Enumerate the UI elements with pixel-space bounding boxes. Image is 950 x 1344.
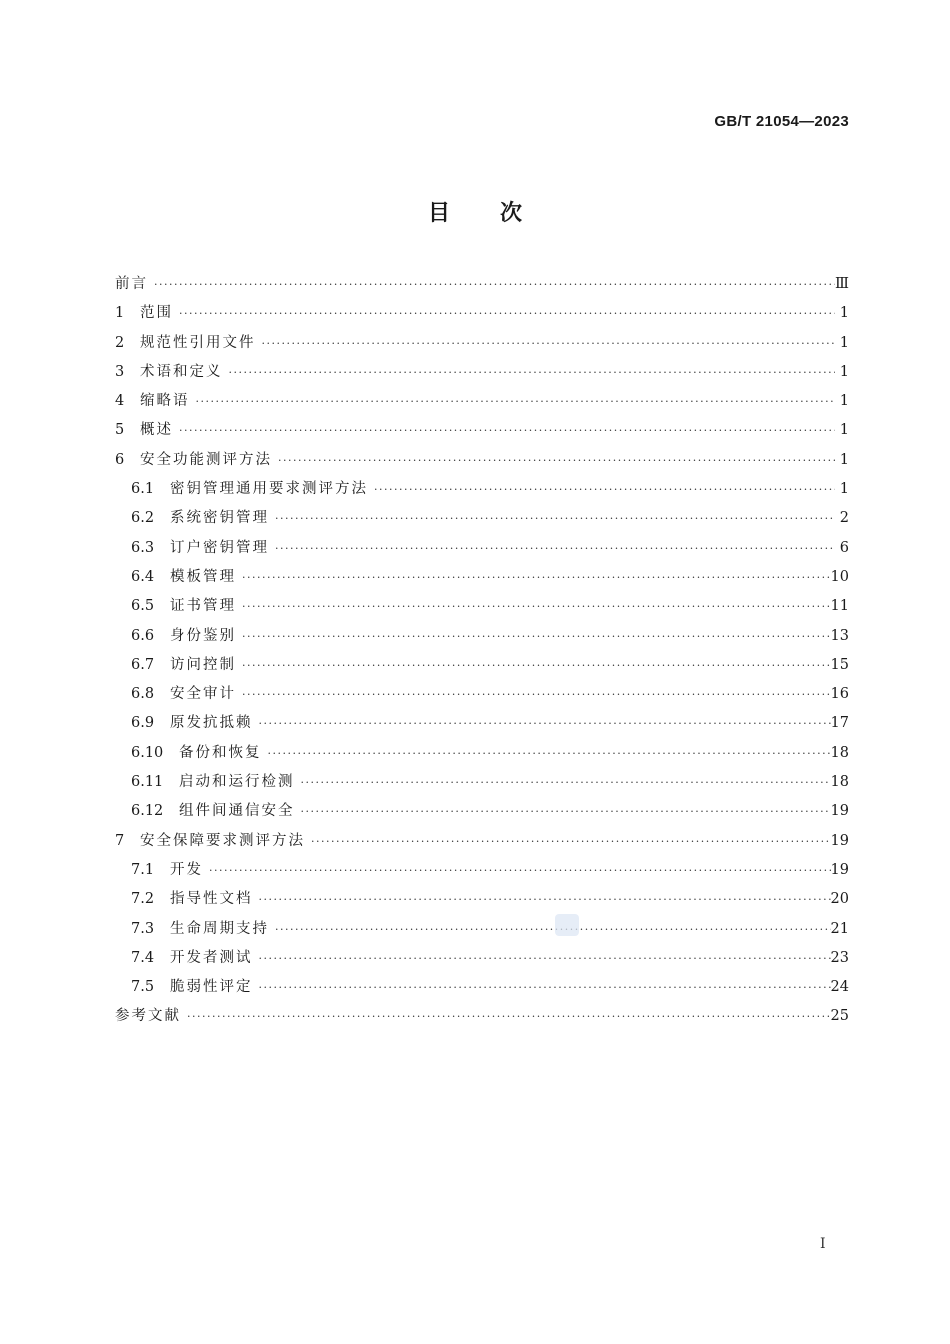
toc-entry-page: 1 (839, 334, 849, 351)
toc-leader-dots (177, 299, 835, 328)
toc-entry-label: 备份和恢复 (179, 744, 262, 761)
toc-entry-page: 2 (839, 510, 849, 527)
toc-leader-dots (240, 680, 831, 709)
toc-entry-number: 6.12 (131, 803, 164, 820)
toc-entry[interactable] (115, 797, 849, 826)
toc-entry[interactable] (115, 416, 849, 445)
toc-entry-number: 6.8 (131, 686, 155, 703)
toc-entry[interactable] (115, 534, 849, 563)
toc-leader-dots (273, 534, 835, 563)
toc-entry-number: 7 (115, 832, 125, 849)
toc-entry-page: 1 (839, 481, 849, 498)
toc-leader-dots (185, 1002, 831, 1031)
toc-leader-dots (194, 387, 836, 416)
toc-entry-page: 1 (839, 422, 849, 439)
toc-entry-page: 24 (830, 979, 849, 996)
toc-leader-dots (177, 416, 835, 445)
toc-entry-label: 术语和定义 (140, 363, 223, 380)
toc-title-char-2: 次 (500, 201, 523, 226)
toc-entry-page: 1 (839, 393, 849, 410)
toc-entry-number: 7.3 (131, 920, 155, 937)
toc-entry[interactable] (115, 358, 849, 387)
toc-entry-number: 6.9 (131, 715, 155, 732)
toc-entry-label: 开发者测试 (170, 949, 253, 966)
toc-leader-dots (240, 622, 831, 651)
toc-leader-dots (257, 944, 831, 973)
toc-entry[interactable] (115, 944, 849, 973)
toc-entry-page: 1 (839, 363, 849, 380)
table-of-contents (115, 270, 849, 1032)
toc-entry-number: 6.4 (131, 568, 155, 585)
toc-entry-label: 安全审计 (170, 686, 236, 703)
toc-entry-number: 6.10 (131, 744, 164, 761)
toc-entry-label: 缩略语 (140, 393, 190, 410)
toc-entry-number: 2 (115, 334, 125, 351)
toc-entry[interactable] (115, 827, 849, 856)
toc-entry-label: 订户密钥管理 (170, 539, 269, 556)
toc-entry-label: 身份鉴别 (170, 627, 236, 644)
toc-entry-number: 7.5 (131, 979, 155, 996)
toc-entry-number: 6 (115, 451, 125, 468)
toc-leader-dots (240, 651, 831, 680)
toc-entry-label: 规范性引用文件 (140, 334, 256, 351)
toc-entry-number: 6.5 (131, 598, 155, 615)
footer-page-number: Ⅰ (820, 1236, 826, 1252)
toc-entry-page: 23 (830, 949, 849, 966)
toc-entry-page: Ⅲ (835, 276, 849, 292)
toc-leader-dots (227, 358, 836, 387)
toc-entry-page: 20 (830, 891, 849, 908)
toc-entry-label: 指导性文档 (170, 891, 253, 908)
toc-entry-page: 17 (830, 715, 849, 732)
toc-entry-page: 19 (830, 803, 849, 820)
toc-entry-label: 安全保障要求测评方法 (140, 832, 305, 849)
toc-entry-label: 开发 (170, 861, 203, 878)
toc-entry-label: 概述 (140, 422, 173, 439)
toc-leader-dots (276, 446, 835, 475)
toc-entry-number: 6.7 (131, 656, 155, 673)
toc-entry[interactable] (115, 592, 849, 621)
toc-leader-dots (273, 504, 835, 533)
toc-entry-page: 18 (830, 774, 849, 791)
toc-entry-number: 7.1 (131, 861, 155, 878)
toc-entry[interactable] (115, 387, 849, 416)
toc-entry-page: 18 (830, 744, 849, 761)
toc-entry-number: 1 (115, 305, 125, 322)
standard-code: GB/T 21054—2023 (714, 113, 849, 130)
toc-entry[interactable] (115, 915, 849, 944)
toc-entry[interactable] (115, 446, 849, 475)
toc-entry-label: 生命周期支持 (170, 920, 269, 937)
toc-entry-label: 密钥管理通用要求测评方法 (170, 481, 368, 498)
toc-entry[interactable] (115, 856, 849, 885)
toc-leader-dots (299, 797, 831, 826)
toc-leader-dots (257, 885, 831, 914)
toc-entry-label: 组件间通信安全 (179, 803, 295, 820)
toc-entry[interactable] (115, 299, 849, 328)
toc-entry-page: 10 (830, 568, 849, 585)
toc-entry-page: 13 (830, 627, 849, 644)
toc-leader-dots (260, 329, 836, 358)
toc-entry[interactable] (115, 885, 849, 914)
toc-title-char-1: 目 (427, 201, 450, 226)
toc-entry-page: 21 (830, 920, 849, 937)
toc-entry-label: 脆弱性评定 (170, 979, 253, 996)
toc-entry-page: 19 (830, 861, 849, 878)
toc-entry-page: 15 (830, 656, 849, 673)
toc-entry-number: 4 (115, 393, 125, 410)
toc-entry-number: 6.2 (131, 510, 155, 527)
toc-entry-page: 1 (839, 305, 849, 322)
toc-entry-label: 前言 (115, 276, 148, 292)
toc-entry-label: 模板管理 (170, 568, 236, 585)
toc-entry[interactable] (115, 475, 849, 504)
toc-entry[interactable] (115, 504, 849, 533)
toc-entry-number: 3 (115, 363, 125, 380)
toc-entry-page: 1 (839, 451, 849, 468)
toc-entry[interactable] (115, 329, 849, 358)
toc-leader-dots (257, 973, 831, 1002)
toc-entry-number: 7.4 (131, 949, 155, 966)
toc-entry-page: 19 (830, 832, 849, 849)
toc-entry-number: 6.11 (131, 774, 164, 791)
toc-entry[interactable] (115, 1002, 849, 1031)
toc-leader-dots (273, 915, 831, 944)
toc-leader-dots (152, 270, 835, 299)
toc-entry-page: 6 (839, 539, 849, 556)
toc-entry[interactable] (115, 651, 849, 680)
toc-entry-label: 安全功能测评方法 (140, 451, 272, 468)
toc-entry-label: 参考文献 (115, 1008, 181, 1025)
toc-entry-label: 启动和运行检测 (179, 774, 295, 791)
toc-entry-page: 11 (830, 598, 849, 615)
toc-leader-dots (240, 592, 831, 621)
toc-leader-dots (207, 856, 831, 885)
toc-leader-dots (372, 475, 835, 504)
toc-leader-dots (257, 709, 831, 738)
toc-entry[interactable] (115, 739, 849, 768)
toc-entry-label: 范围 (140, 305, 173, 322)
toc-entry-number: 6.6 (131, 627, 155, 644)
toc-entry[interactable] (115, 680, 849, 709)
toc-entry-number: 5 (115, 422, 125, 439)
toc-entry[interactable] (115, 270, 849, 299)
toc-entry-page: 25 (830, 1008, 849, 1025)
toc-entry[interactable] (115, 973, 849, 1002)
toc-entry-label: 证书管理 (170, 598, 236, 615)
toc-entry-number: 6.1 (131, 481, 155, 498)
toc-entry-label: 访问控制 (170, 656, 236, 673)
toc-title (0, 196, 950, 227)
toc-entry-label: 系统密钥管理 (170, 510, 269, 527)
toc-entry[interactable] (115, 563, 849, 592)
toc-entry[interactable] (115, 622, 849, 651)
toc-entry-label: 原发抗抵赖 (170, 715, 253, 732)
toc-entry-number: 7.2 (131, 891, 155, 908)
toc-leader-dots (240, 563, 831, 592)
watermark-logo (555, 914, 579, 936)
toc-entry-page: 16 (830, 686, 849, 703)
toc-entry-number: 6.3 (131, 539, 155, 556)
toc-entry[interactable] (115, 709, 849, 738)
toc-leader-dots (299, 768, 831, 797)
toc-leader-dots (309, 827, 831, 856)
toc-leader-dots (266, 739, 831, 768)
toc-entry[interactable] (115, 768, 849, 797)
